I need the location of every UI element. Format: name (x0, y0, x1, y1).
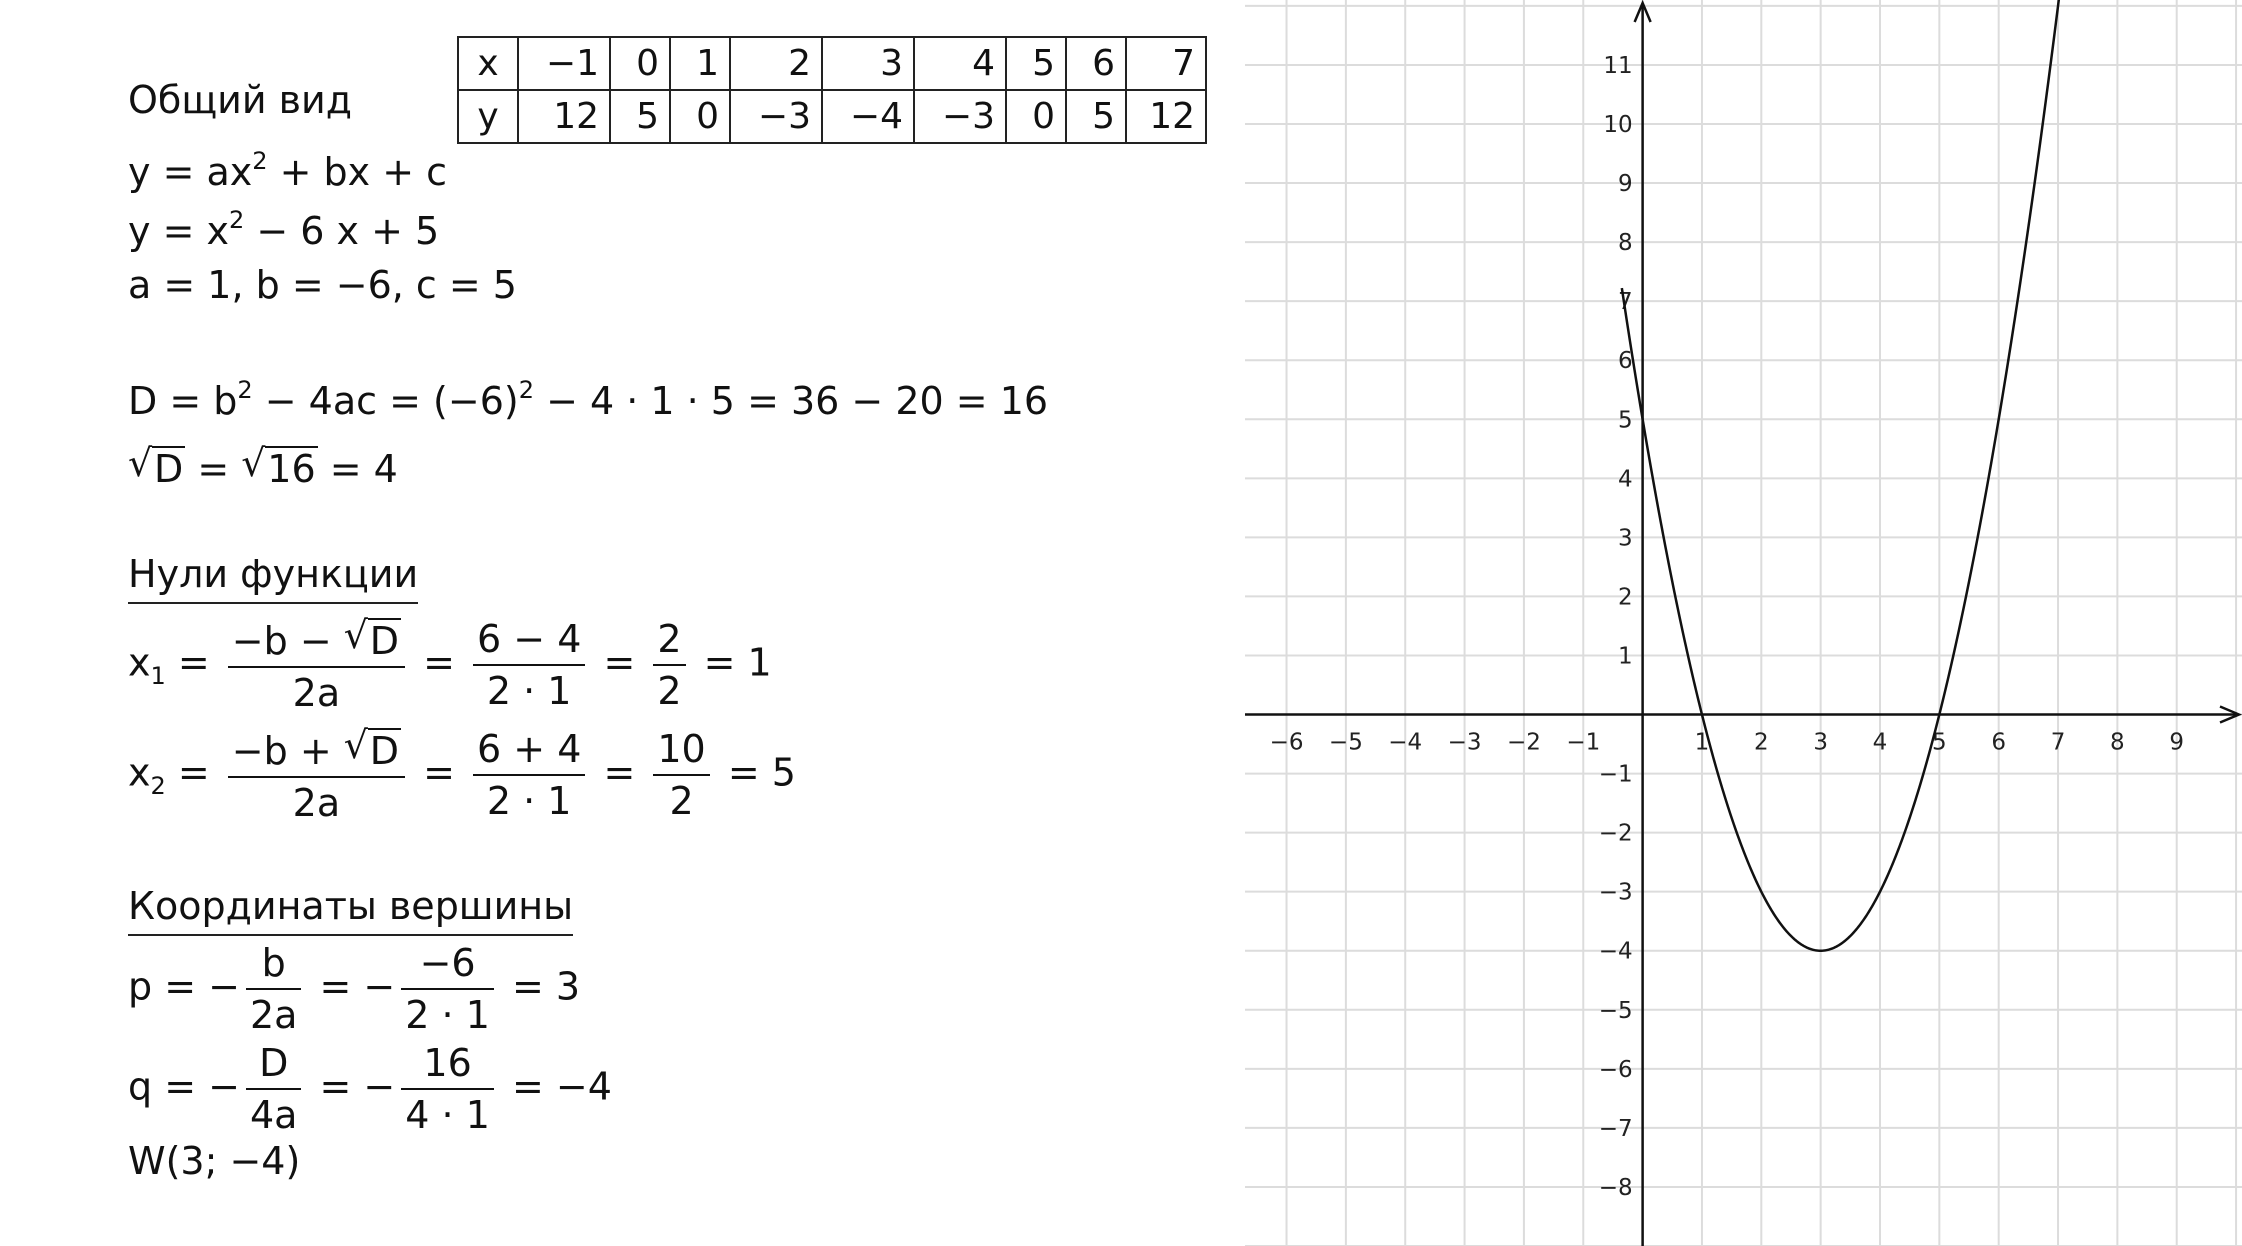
fraction (401, 1041, 494, 1137)
eq-part: = 5 (715, 750, 796, 795)
zeros-heading: Нули функции (128, 552, 418, 604)
frac-den: 2a (292, 781, 341, 825)
y-tick-label: −8 (1598, 1174, 1633, 1201)
frac-num: −b + (231, 729, 344, 773)
sqrt-symbol: √ D (128, 441, 184, 491)
x-tick-label: 8 (2110, 729, 2125, 756)
eq-part: − 4 · 1 · 5 = 36 − 20 = 16 (533, 379, 1049, 423)
x-tick-label: −3 (1447, 729, 1482, 756)
y-tick-label: −4 (1598, 938, 1633, 965)
eq-part: = (411, 750, 468, 795)
y-tick-label: 2 (1617, 584, 1633, 611)
x-tick-label: 1 (1694, 729, 1710, 756)
eq-part: p = − (128, 964, 240, 1009)
x-tick-label: 4 (1872, 729, 1888, 756)
table-cell: −1 (518, 37, 610, 90)
table-cell: 12 (518, 90, 610, 143)
var-sub: 1 (150, 661, 166, 690)
y-tick-label: 1 (1617, 643, 1633, 670)
eq-part: = 1 (691, 640, 772, 685)
table-cell: 0 (1006, 90, 1066, 143)
fraction (401, 941, 494, 1037)
frac-num: 6 + 4 (473, 730, 585, 776)
eq-sup: 2 (228, 206, 245, 234)
x-tick-label: 3 (1813, 729, 1828, 756)
frac-den: 2 · 1 (405, 993, 490, 1037)
table-header-y: y (458, 90, 518, 143)
x-tick-label: −5 (1328, 729, 1363, 756)
eq-sup: 2 (237, 376, 253, 404)
table-cell: 3 (822, 37, 914, 90)
table-cell: 5 (1066, 90, 1126, 143)
fraction (228, 613, 405, 715)
eq-part: − 6 x + 5 (244, 209, 440, 253)
fraction (246, 1041, 301, 1137)
eq-part: = − (307, 1064, 396, 1109)
y-tick-label: 7 (1617, 289, 1633, 316)
table-cell: 6 (1066, 37, 1126, 90)
vertex-point: W(3; −4) (128, 1139, 301, 1183)
frac-den: 2a (292, 671, 341, 715)
frac-den: 2 (657, 669, 682, 713)
radicand: D (369, 729, 400, 773)
fraction (473, 617, 585, 713)
discriminant-line (128, 376, 1049, 423)
fraction (246, 941, 301, 1037)
x-tick-label: 7 (2050, 729, 2066, 756)
table-cell: 7 (1126, 37, 1206, 90)
frac-num: 6 − 4 (473, 620, 585, 666)
y-tick-label: −1 (1598, 761, 1633, 788)
sqrt-symbol: √ D (343, 723, 400, 773)
fraction (228, 723, 405, 825)
frac-num: D (246, 1044, 301, 1090)
x-tick-label: −1 (1566, 729, 1601, 756)
eq-part: = −4 (499, 1064, 612, 1109)
frac-den: 2 (669, 779, 694, 823)
y-tick-label: 4 (1617, 466, 1633, 493)
table-cell: −4 (822, 90, 914, 143)
x-tick-label: −4 (1388, 729, 1423, 756)
table-row-x (458, 37, 1206, 90)
coefficients: a = 1, b = −6, c = 5 (128, 263, 517, 307)
tick-labels (1270, 53, 2184, 1201)
x-tick-label: −2 (1506, 729, 1541, 756)
y-tick-label: −2 (1598, 820, 1633, 847)
fraction (473, 727, 585, 823)
eq-part: = (591, 750, 648, 795)
eq-part: = 3 (499, 964, 581, 1009)
radicand: 16 (267, 447, 316, 491)
y-tick-label: −3 (1598, 879, 1633, 906)
table-cell: 5 (610, 90, 670, 143)
radicand: D (369, 619, 400, 663)
x-tick-label: 2 (1753, 729, 1769, 756)
frac-den: 2 · 1 (486, 779, 572, 823)
parabola-graph (1245, 0, 2242, 1246)
eq-part: = (185, 447, 242, 491)
eq-part: = (411, 640, 468, 685)
sqrt-symbol: √ D (343, 613, 400, 663)
table-row-y (458, 90, 1206, 143)
frac-den: 4 · 1 (405, 1093, 490, 1137)
x-tick-label: 6 (1991, 729, 2007, 756)
y-tick-label: −7 (1598, 1115, 1633, 1142)
table-cell: 5 (1006, 37, 1066, 90)
eq-part: y = ax (128, 150, 253, 194)
parabola-curve (1622, 0, 2079, 951)
frac-num: −6 (401, 944, 494, 990)
table-header-x: x (458, 37, 518, 90)
table-cell: 0 (610, 37, 670, 90)
frac-num: −b − (231, 619, 344, 663)
table-cell: 0 (670, 90, 730, 143)
x-tick-label: −6 (1269, 729, 1304, 756)
eq-part: − 4ac = (−6) (252, 379, 519, 423)
values-table (457, 36, 1207, 144)
frac-den: 2a (249, 993, 298, 1037)
frac-num: b (246, 944, 301, 990)
y-tick-label: 9 (1617, 171, 1633, 198)
y-tick-label: 10 (1603, 112, 1633, 139)
radicand: D (154, 447, 184, 491)
sqrt-symbol: √ 16 (241, 441, 316, 491)
y-tick-label: −5 (1598, 997, 1633, 1024)
table-cell: 1 (670, 37, 730, 90)
y-tick-label: 11 (1603, 52, 1633, 79)
y-tick-label: −6 (1598, 1056, 1633, 1083)
fraction (653, 617, 685, 713)
eq-part: = 4 (317, 447, 398, 491)
x-tick-label: 9 (2169, 729, 2185, 756)
y-tick-label: 5 (1617, 407, 1633, 434)
vertex-heading: Координаты вершины (128, 884, 573, 936)
var: x (128, 750, 151, 795)
y-tick-label: 3 (1617, 525, 1633, 552)
y-tick-label: 6 (1617, 348, 1633, 375)
frac-num: 16 (401, 1044, 494, 1090)
vertex-p (128, 941, 581, 1037)
root-x2 (128, 723, 796, 825)
table-cell: −3 (730, 90, 822, 143)
eq-part: = (591, 640, 648, 685)
frac-num: 2 (653, 620, 685, 666)
eq-part: D = b (128, 379, 238, 423)
grid-lines (1245, 0, 2242, 1246)
sqrt-discriminant-line (128, 441, 398, 491)
table-cell: −3 (914, 90, 1006, 143)
table-cell: 12 (1126, 90, 1206, 143)
eq-part: = (165, 640, 222, 685)
table-cell: 4 (914, 37, 1006, 90)
eq-part: y = x (128, 209, 229, 253)
eq-part: = (165, 750, 222, 795)
specific-equation (128, 206, 440, 253)
eq-part: + bx + c (267, 150, 448, 194)
general-equation (128, 147, 448, 194)
fraction (653, 727, 709, 823)
eq-part: = − (307, 964, 396, 1009)
eq-sup: 2 (518, 376, 534, 404)
frac-den: 2 · 1 (486, 669, 572, 713)
var: x (128, 640, 151, 685)
vertex-q (128, 1041, 612, 1137)
frac-num: 10 (653, 730, 709, 776)
general-form-heading: Общий вид (128, 78, 352, 122)
frac-den: 4a (249, 1093, 298, 1137)
y-tick-label: 8 (1617, 230, 1633, 257)
x-tick-label: 5 (1932, 729, 1947, 756)
axes (1245, 3, 2239, 1246)
eq-part: q = − (128, 1064, 240, 1109)
table-cell: 2 (730, 37, 822, 90)
var-sub: 2 (150, 771, 166, 800)
eq-sup: 2 (252, 147, 268, 175)
root-x1 (128, 613, 772, 715)
